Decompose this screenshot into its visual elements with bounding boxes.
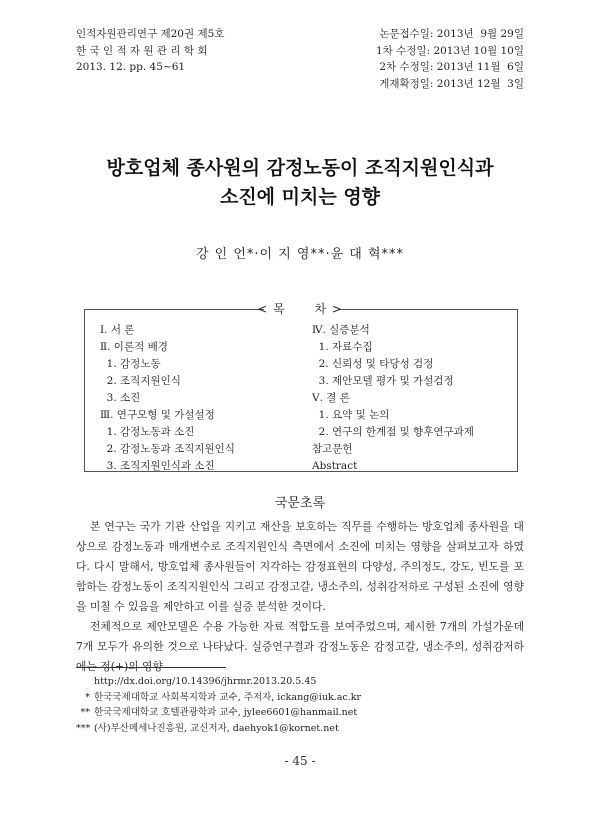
footnotes	[76, 674, 361, 736]
submission-date-line: 1차 수정일: 2013년 10월 10일	[375, 44, 524, 57]
submission-date-line: 게재확정일: 2013년 12월 3일	[379, 77, 524, 90]
journal-info	[76, 26, 224, 76]
toc-item: Ⅲ. 연구모형 및 가설설정	[100, 409, 215, 421]
toc-item: 1. 감정노동	[100, 358, 161, 370]
toc-item: 참고문헌	[312, 443, 353, 455]
footnote-text: 한국국제대학교 사회복지학과 교수, 주저자, ickang@iuk.ac.kr	[94, 691, 362, 703]
paper-title-line: 방호업체 종사원의 감정노동이 조직지원인식과	[106, 157, 494, 179]
toc-item: Ⅳ. 실증분석	[312, 324, 370, 336]
toc-item: 1. 요약 및 논의	[312, 409, 390, 421]
footnote-text: 한국국제대학교 호텔관광학과 교수, jylee6601@hanmail.net	[94, 707, 358, 718]
footnote-text: (사)부산메세나진흥원, 교신저자, daehyok1@kornet.net	[94, 722, 339, 734]
footnote-rule	[76, 667, 226, 668]
footnote-mark: **	[80, 707, 90, 718]
author-list: 강 인 언*·이 지 영**·윤 대 혁***	[195, 247, 405, 262]
toc-right-column	[312, 322, 474, 475]
toc-item: Ⅰ. 서 론	[100, 324, 135, 336]
toc-item: 2. 신뢰성 및 타당성 검정	[312, 358, 434, 370]
submission-date-line: 2차 수정일: 2013년 11월 6일	[379, 61, 524, 73]
footnote-mark: ***	[76, 722, 91, 734]
abstract-heading: 국문초록	[274, 496, 326, 511]
toc-item: 3. 제안모델 평가 및 가설검정	[312, 375, 454, 387]
footnote-author-3	[76, 721, 361, 737]
journal-info-line: 한 국 인 적 자 원 관 리 학 회	[76, 44, 208, 57]
paper-title	[0, 154, 600, 212]
journal-info-line: 2013. 12. pp. 45~61	[76, 61, 186, 73]
footnote-author-2	[76, 705, 361, 721]
submission-dates	[376, 26, 524, 92]
toc-item: 2. 조직지원인식	[100, 375, 181, 387]
page-number: - 45 -	[284, 754, 316, 768]
toc-item: 1. 자료수집	[312, 341, 373, 353]
submission-date-line: 논문접수일: 2013년 9월 29일	[379, 28, 524, 40]
doi-link[interactable]: http://dx.doi.org/10.14396/jhrmr.2013.20.5.45	[94, 676, 317, 687]
toc-item: 1. 감정노동과 소진	[100, 426, 195, 438]
toc-item: 2. 연구의 한계점 및 향후연구과제	[312, 426, 474, 438]
footnote-author-1	[76, 690, 361, 706]
toc-item: Ⅴ. 결 론	[312, 392, 350, 404]
toc-left-column	[100, 322, 235, 475]
toc-item: 3. 소진	[100, 392, 141, 404]
abstract-body	[76, 517, 524, 677]
abstract-paragraph: 전체적으로 제안모델은 수용 가능한 자료 적합도를 보여주었으며, 제시한 7개의 가설가운데 7개 모두가 유의한 것으로 나타났다. 실증연구결과 감정노동은 감정고갈, 냉소주의, 성취감저하에는 정(+)의 영향	[76, 620, 524, 673]
footnote-mark: *	[85, 691, 90, 703]
journal-info-line: 인적자원관리연구 제20권 제5호	[76, 28, 225, 40]
footnote-doi	[76, 674, 361, 690]
toc-item: 2. 감정노동과 조직지원인식	[100, 443, 235, 455]
paper-title-line: 소진에 미치는 영향	[219, 186, 381, 208]
abstract-paragraph: 본 연구는 국가 기관 산업을 지키고 재산을 보호하는 직무를 수행하는 방호업체 종사원을 대상으로 감정노동과 매개변수로 조직지원인식 측면에서 소진에 미치는 영향을 살펴보고자 하였다. 다시 말해서, 방호업체 종사원들이 지각하는 감정표현의 다양성, 주의정도, 강도, 빈도를 포함하는 감정노동이 조직지원인식 그리고 감정고갈, 냉소주의, 성취감저하로 구성된 소진에 영향을 미칠 수 있음을 제안하고 이를 실증 분석한 것이다.	[76, 520, 524, 613]
toc-item: Abstract	[312, 460, 358, 472]
toc-title: < 목 차 >	[257, 302, 343, 316]
toc-item: Ⅱ. 이론적 배경	[100, 341, 168, 353]
toc-item: 3. 조직지원인식과 소진	[100, 460, 215, 472]
